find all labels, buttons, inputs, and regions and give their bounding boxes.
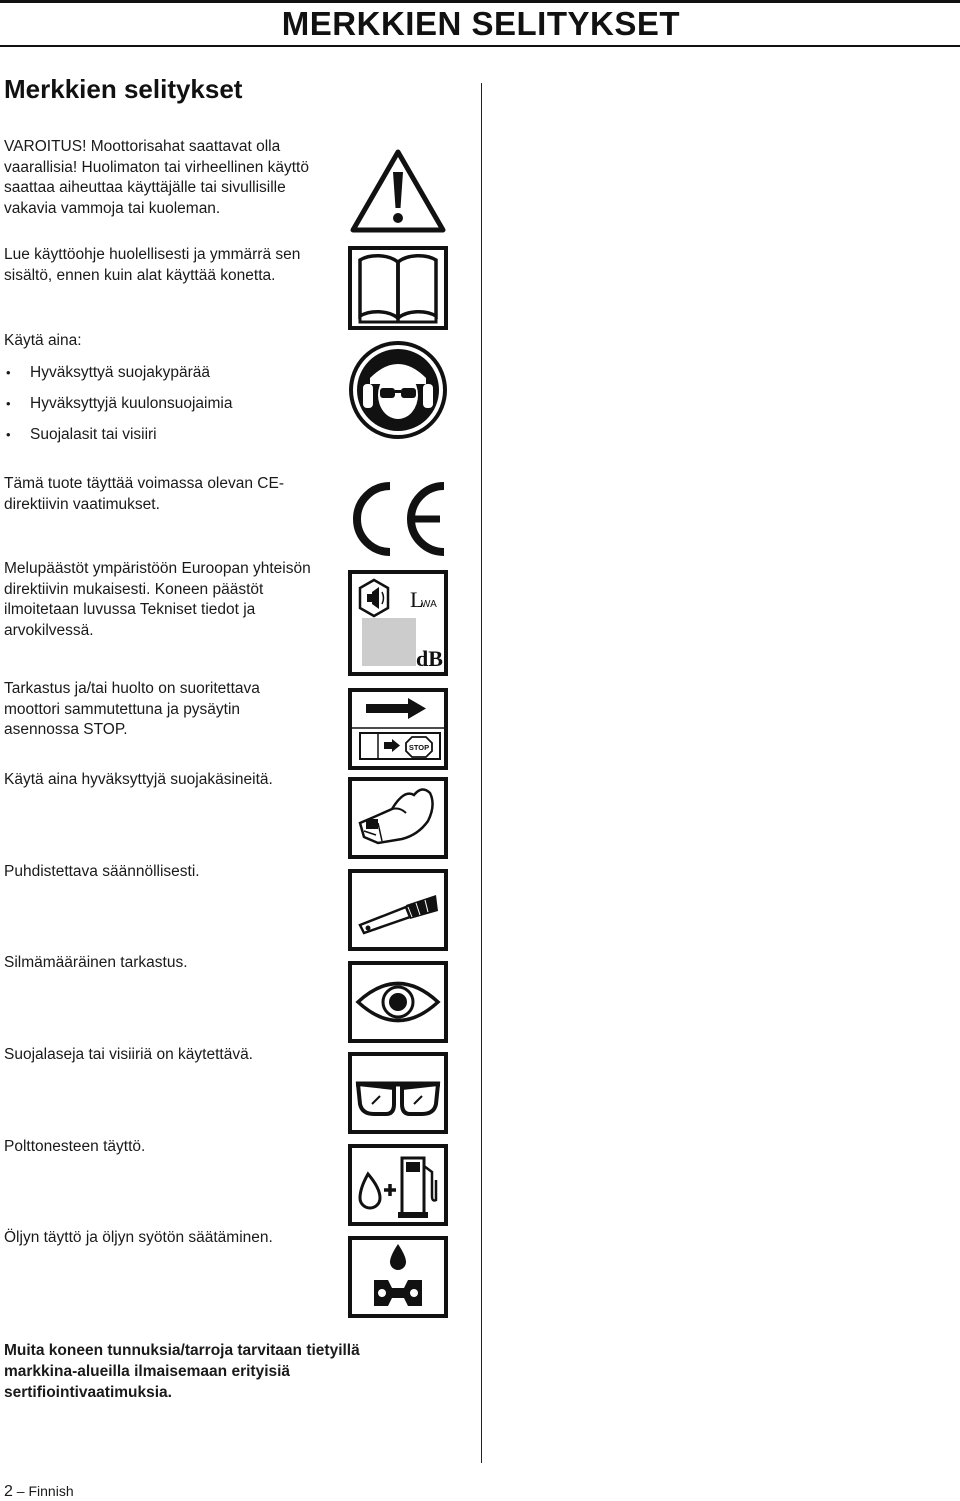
db-label: dB	[416, 646, 443, 671]
page-header-title: MERKKIEN SELITYKSET	[281, 5, 680, 42]
glasses-text: Suojalaseja tai visiiriä on käytettävä.	[4, 1046, 253, 1063]
footer-dash: –	[16, 1483, 25, 1499]
fuel-icon	[348, 1144, 448, 1226]
always-use-text: Käytä aina:	[4, 332, 82, 349]
eye-icon	[348, 961, 448, 1043]
column-divider	[481, 83, 482, 1463]
top-rule	[0, 0, 960, 3]
lwa-sub: WA	[421, 599, 437, 610]
gloves-text: Käytä aina hyväksyttyjä suojakäsineitä.	[4, 771, 273, 788]
markets-note: Muita koneen tunnuksia/tarroja tarvitaan tietyillä markkina-alueilla ilmaisemaan erityisiä sertifiointivaatimuksia.	[4, 1342, 360, 1401]
warning-triangle-icon	[348, 146, 448, 236]
ce-text: Tämä tuote täyttää voimassa olevan CE-direktiivin vaatimukset.	[4, 475, 284, 513]
bullet-eyes: • Suojalasit tai visiiri	[6, 425, 157, 445]
stop-label: STOP	[408, 743, 430, 752]
manual-text: Lue käyttöohje huolellisesti ja ymmärrä sen sisältö, ennen kuin alat käyttää konetta.	[4, 246, 301, 284]
glasses-icon	[348, 1052, 448, 1134]
bullet-hearing: • Hyväksyttyjä kuulonsuojaimia	[6, 394, 232, 414]
section-title: Merkkien selitykset	[4, 74, 243, 104]
brush-icon	[348, 869, 448, 951]
footer-language: Finnish	[28, 1483, 74, 1499]
fuel-text: Polttonesteen täyttö.	[4, 1138, 146, 1155]
lwa-label: L	[410, 587, 424, 612]
header-rule	[0, 45, 960, 47]
noise-text: Melupäästöt ympäristöön Euroopan yhteisön direktiivin mukaisesti. Koneen päästöt ilmoitetaan luvussa Tekniset tiedot ja arvokilvessä.	[4, 560, 311, 639]
bullet-helmet: • Hyväksyttyä suojakypärää	[6, 363, 210, 383]
stop-text: Tarkastus ja/tai huolto on suoritettava moottori sammutettuna ja pysäytin asennossa STOP.	[4, 680, 260, 738]
oil-chain-icon	[348, 1236, 448, 1318]
page-number: 2	[4, 1483, 13, 1500]
manual-book-icon	[348, 246, 448, 330]
inspect-text: Silmämääräinen tarkastus.	[4, 954, 188, 971]
protective-gear-icon	[348, 340, 448, 440]
warning-text: VAROITUS! Moottorisahat saattavat olla vaarallisia! Huolimaton tai virheellinen käyttö saattaa aiheuttaa käyttäjälle tai sivullisille vakavia vammoja tai kuoleman.	[4, 138, 309, 217]
stop-switch-icon	[348, 688, 448, 770]
noise-label-icon	[348, 570, 448, 676]
ce-mark-icon	[348, 480, 448, 558]
glove-icon	[348, 777, 448, 859]
page-footer	[4, 1483, 74, 1501]
clean-text: Puhdistettava säännöllisesti.	[4, 863, 200, 880]
oil-text: Öljyn täyttö ja öljyn syötön säätäminen.	[4, 1229, 273, 1246]
